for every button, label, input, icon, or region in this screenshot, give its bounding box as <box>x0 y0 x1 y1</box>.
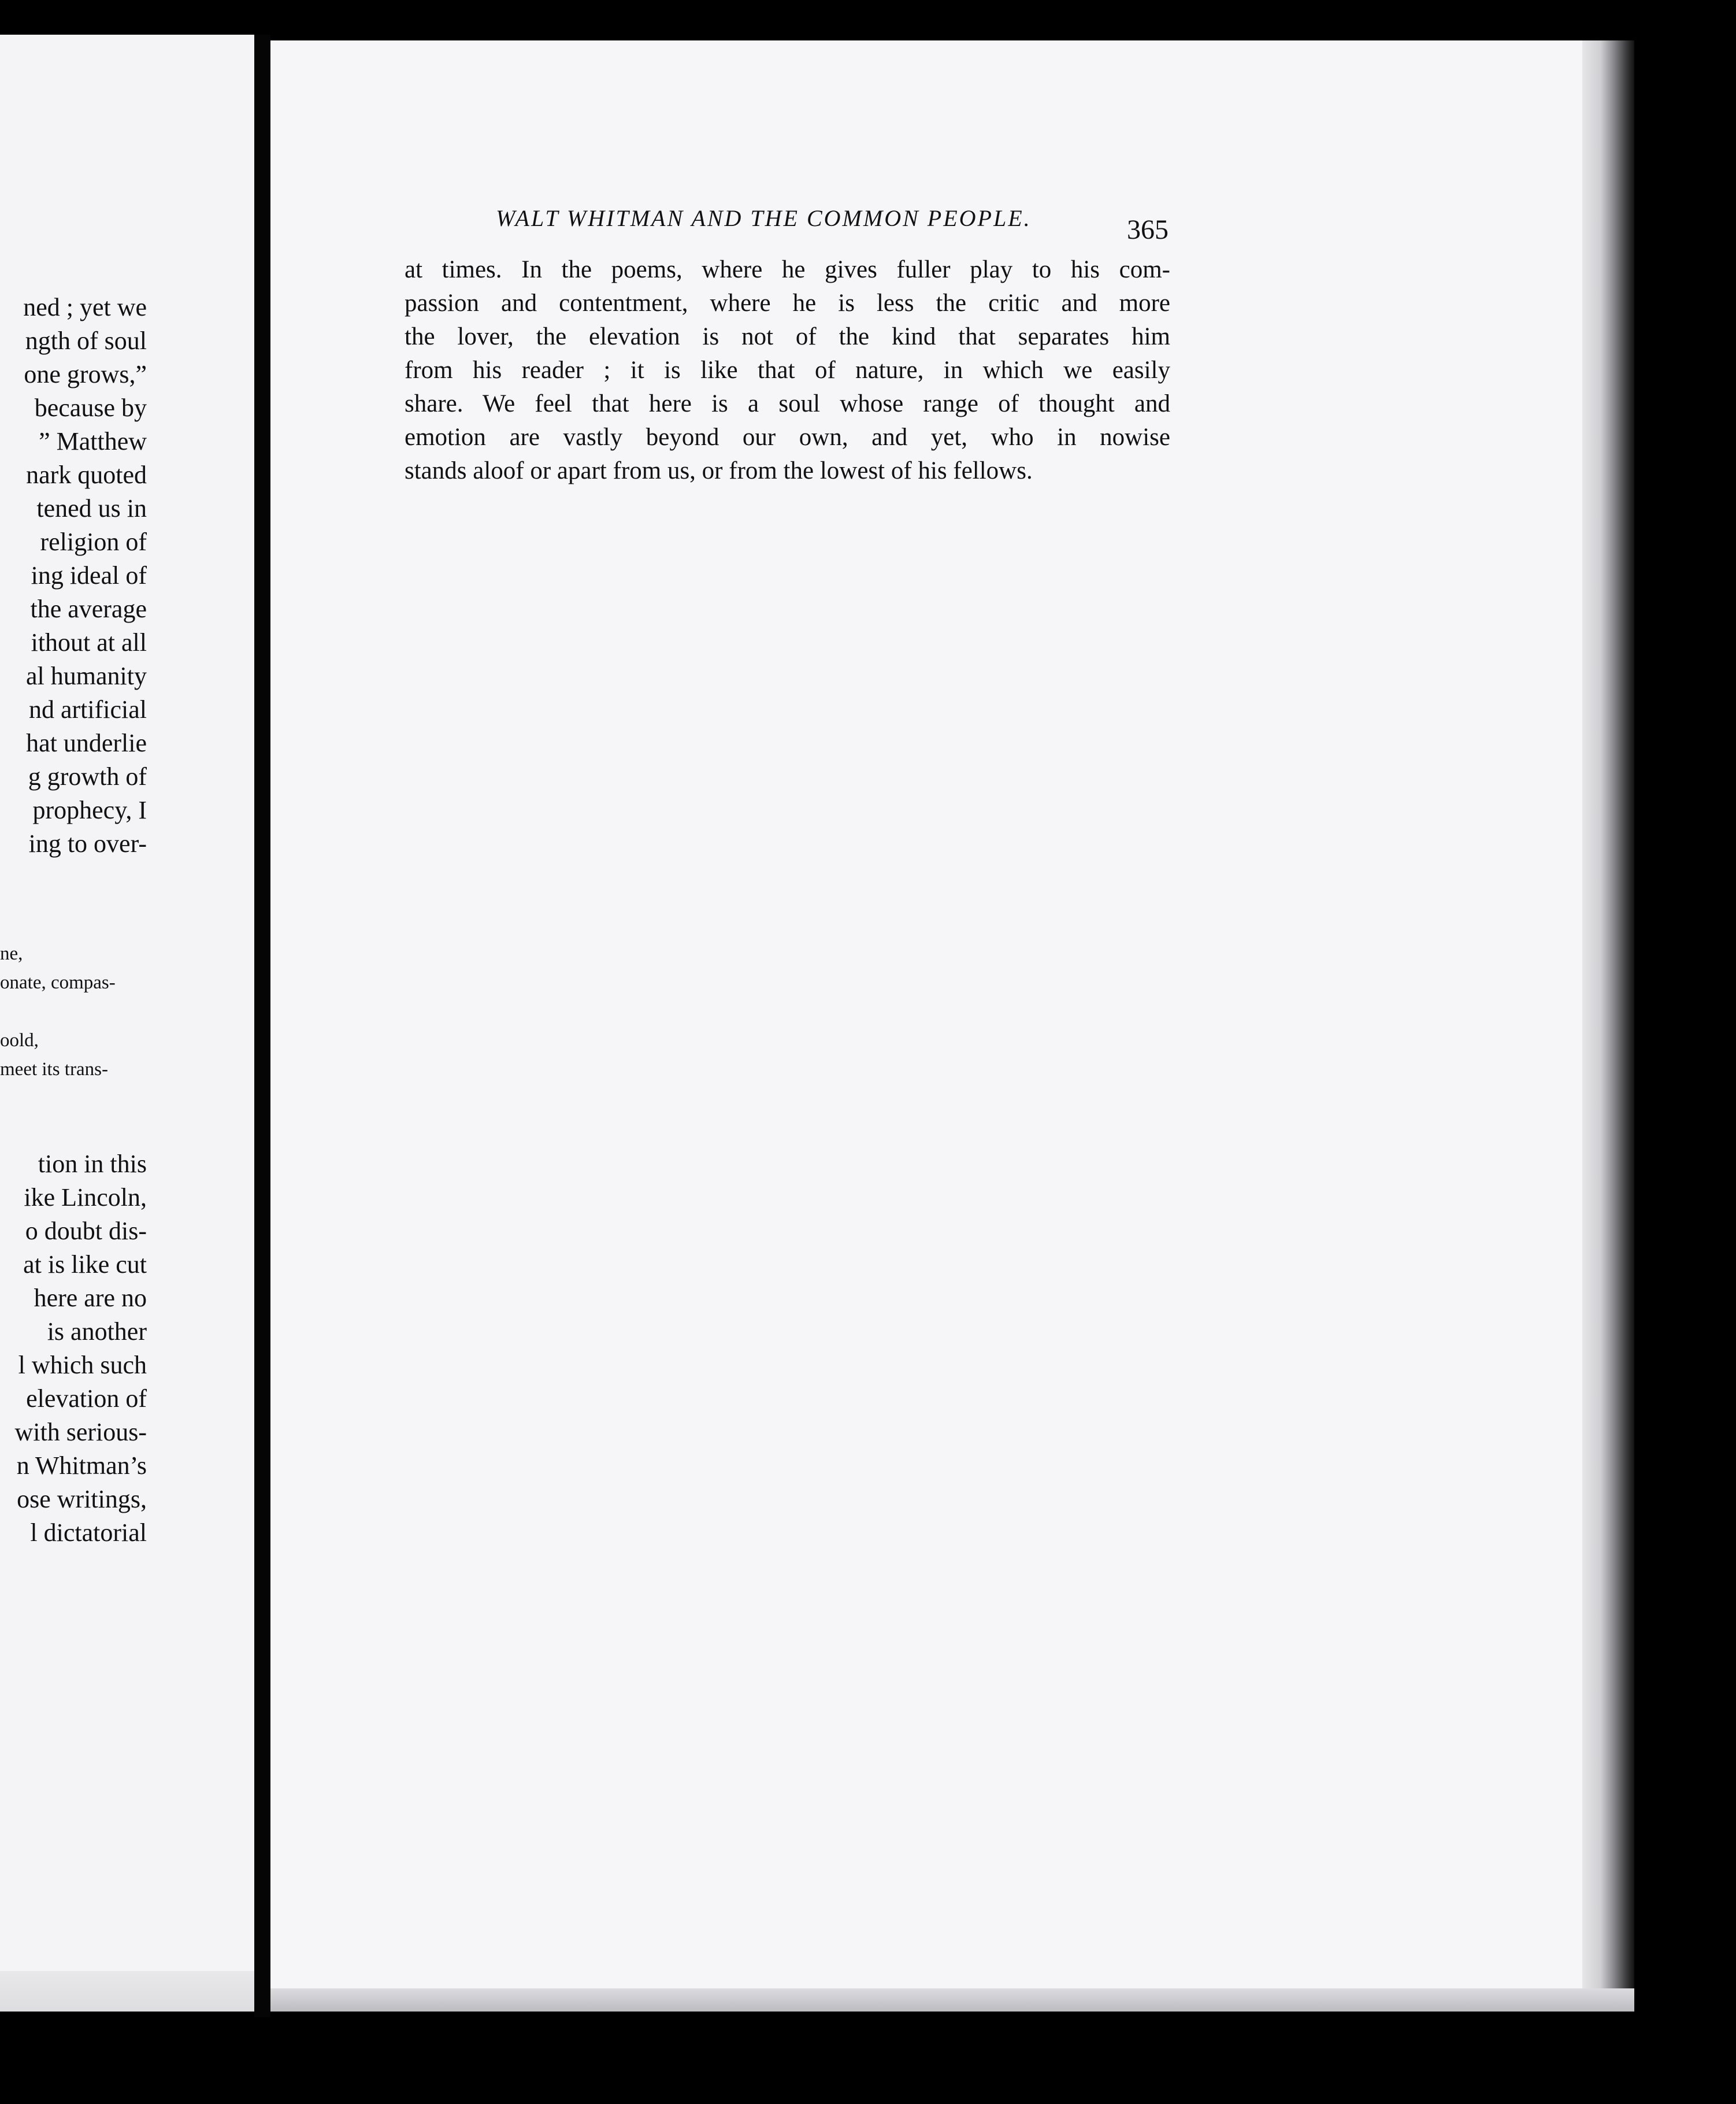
text-line: tened us in <box>36 494 147 523</box>
text-line: o doubt dis- <box>25 1217 147 1245</box>
text-line: stands aloof or apart from us, or from the lowest of his fellows. <box>405 457 1033 484</box>
text-line: prophecy, I <box>32 796 147 824</box>
text-line: because by <box>34 394 147 422</box>
text-line: ing ideal of <box>31 561 147 590</box>
page-number: 365 <box>1127 214 1169 245</box>
text-line: ose writings, <box>17 1485 147 1513</box>
body-paragraph <box>405 253 1170 488</box>
text-line: ned ; yet we <box>23 293 147 321</box>
text-line: at is like cut <box>23 1250 147 1279</box>
text-line: share. We feel that here is a soul whose range of thought and <box>405 390 1170 417</box>
left-page-verse <box>0 939 150 1084</box>
text-line: ing to over- <box>28 829 147 858</box>
text-line: at times. In the poems, where he gives fuller play to his com- <box>405 256 1170 283</box>
right-page-bottom-edge <box>270 1988 1634 2012</box>
text-line: g growth of <box>28 762 147 791</box>
left-page-bottom-edge <box>0 1971 254 2012</box>
text-line: nd artificial <box>28 695 147 724</box>
text-line: from his reader ; it is like that of nature, in which we easily <box>405 357 1170 384</box>
verse-line: meet its trans- <box>0 1059 108 1080</box>
text-line: one grows,” <box>24 360 147 388</box>
left-page-text-column-lower <box>0 1147 147 1550</box>
text-line: l dictatorial <box>30 1518 147 1547</box>
text-line: tion in this <box>38 1150 147 1178</box>
text-line: ithout at all <box>31 628 147 657</box>
text-line: here are no <box>34 1284 147 1312</box>
text-line: al humanity <box>26 662 147 690</box>
verse-line: ne, <box>0 943 23 964</box>
book-gutter <box>254 35 270 2017</box>
text-line: is another <box>47 1317 147 1346</box>
text-line: religion of <box>40 528 147 556</box>
verse-line: onate, compas- <box>0 972 116 993</box>
text-line: ike Lincoln, <box>24 1183 147 1212</box>
verse-line <box>0 997 150 1026</box>
text-line: ” Matthew <box>39 427 147 455</box>
left-page-text-column <box>0 291 147 861</box>
text-line: with serious- <box>14 1418 147 1446</box>
text-line: emotion are vastly beyond our own, and yet, who in nowise <box>405 424 1170 451</box>
left-page <box>0 35 254 2012</box>
text-line: ngth of soul <box>25 327 147 355</box>
verse-line: oold, <box>0 1030 39 1051</box>
running-head: WALT WHITMAN AND THE COMMON PEOPLE. <box>496 205 1032 231</box>
text-line: hat underlie <box>26 729 147 757</box>
page-edges <box>1582 40 1634 2006</box>
text-line: n Whitman’s <box>16 1451 147 1480</box>
text-line: passion and contentment, where he is less the critic and more <box>405 290 1170 317</box>
text-line: the lover, the elevation is not of the kind that separates him <box>405 323 1170 350</box>
text-line: elevation of <box>26 1384 147 1413</box>
text-line: the average <box>30 595 147 623</box>
text-line: l which such <box>18 1351 147 1379</box>
text-line: nark quoted <box>26 461 147 489</box>
